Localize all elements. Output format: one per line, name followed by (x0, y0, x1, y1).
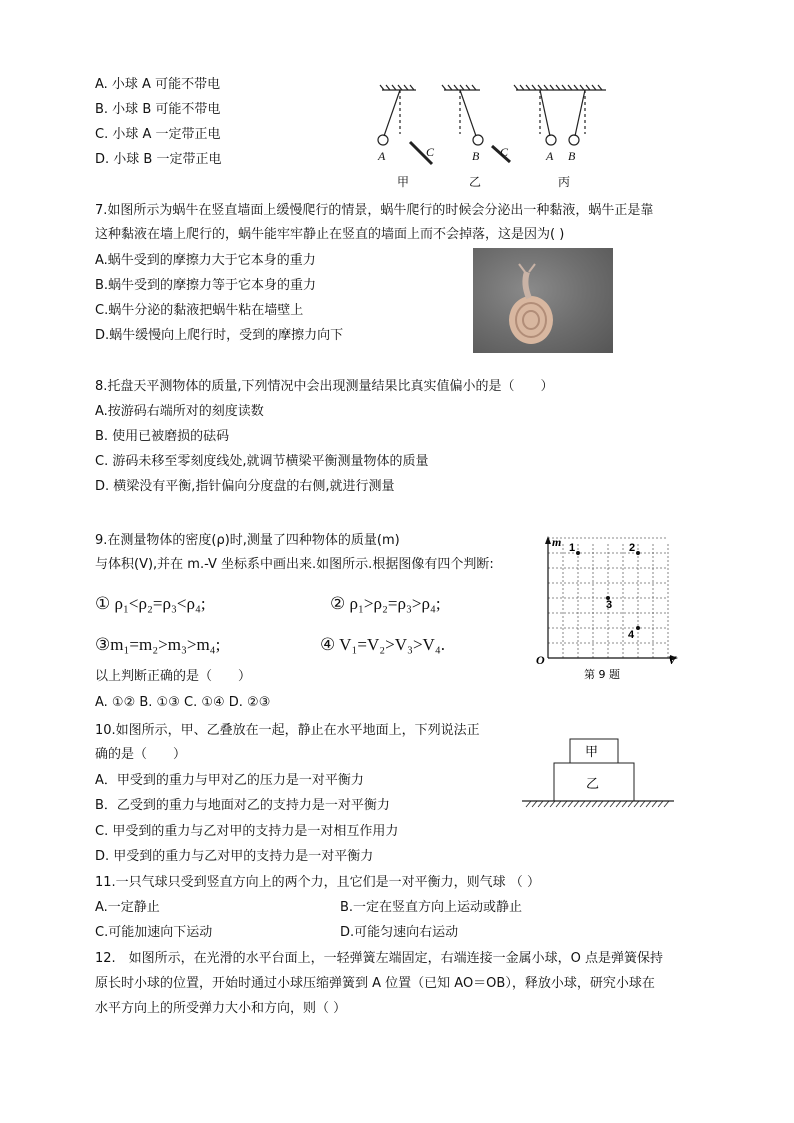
q8-option-c: C. 游码未移至零刻度线处,就调节横梁平衡测量物体的质量 (95, 454, 429, 469)
data-point-1 (576, 551, 580, 555)
q6-label-b3: B (568, 149, 576, 163)
q6-label-c1: C (426, 145, 435, 159)
q8-option-a: A.按游码右端所对的刻度读数 (95, 404, 264, 419)
data-point-2 (636, 551, 640, 555)
data-point-label-3: 3 (606, 599, 613, 611)
origin-label: O (536, 653, 545, 667)
q6-figure (370, 84, 630, 194)
q9-caption: 第 9 题 (584, 668, 620, 681)
data-point-label-4: 4 (628, 629, 635, 641)
q9-judgment-4: ④ V₁=V₂>V₃>V₄. (320, 635, 446, 654)
q7-stem-2: 这种黏液在墙上爬行的，蜗牛能牢牢静止在竖直的墙面上而不会掉落，这是因为( ) (95, 227, 565, 242)
q6-caption-bing: 丙 (558, 175, 571, 189)
q8-option-d: D. 横梁没有平衡,指针偏向分度盘的右侧,就进行测量 (95, 479, 395, 494)
q6-label-c2: C (500, 145, 509, 159)
q12-stem-2: 原长时小球的位置，开始时通过小球压缩弹簧到 A 位置（已知 AO＝OB），释放小球，研究小球在 (95, 976, 655, 991)
q10-stem-2: 确的是（ ） (95, 747, 187, 762)
q9-choices: A. ①② B. ①③ C. ①④ D. ②③ (95, 695, 271, 710)
q9-graph (532, 534, 682, 684)
q10-figure (522, 738, 677, 813)
q10-stem-1: 10.如图所示，甲、乙叠放在一起，静止在水平地面上，下列说法正 (95, 723, 480, 738)
q10-option-b: B．乙受到的重力与地面对乙的支持力是一对平衡力 (95, 798, 390, 813)
data-point-label-1: 1 (569, 542, 576, 554)
q9-judgment-2: ② ρ₁>ρ₂=ρ₃>ρ₄; (330, 594, 441, 613)
q12-stem-1: 12. 如图所示，在光滑的水平台面上，一轻弹簧左端固定，右端连接一金属小球，O 点是弹簧保持 (95, 951, 664, 966)
q6-caption-jia: 甲 (397, 175, 410, 189)
q10-option-c: C. 甲受到的重力与乙对甲的支持力是一对相互作用力 (95, 824, 399, 839)
q8-option-b: B. 使用已被磨损的砝码 (95, 429, 230, 444)
q7-stem-1: 7.如图所示为蜗牛在竖直墙面上缓慢爬行的情景，蜗牛爬行的时候会分泌出一种黏液，蜗牛正是靠 (95, 203, 654, 218)
q11-option-b: B.一定在竖直方向上运动或静止 (340, 900, 523, 915)
q9-ask: 以上判断正确的是（ ） (95, 669, 252, 684)
data-point-4 (636, 626, 640, 630)
q10-option-d: D. 甲受到的重力与乙对甲的支持力是一对平衡力 (95, 849, 374, 864)
q6-option-a: A. 小球 A 可能不带电 (95, 77, 221, 92)
q9-judgment-3: ③m₁=m₂>m₃>m₄; (95, 635, 221, 654)
q6-option-d: D. 小球 B 一定带正电 (95, 152, 222, 167)
ground-hatch (526, 801, 669, 807)
q6-label-b2: B (472, 149, 480, 163)
block-yi-label: 乙 (586, 777, 600, 792)
y-axis-label: m (552, 535, 562, 549)
q10-option-a: A．甲受到的重力与甲对乙的压力是一对平衡力 (95, 773, 364, 788)
q6-label-a1: A (378, 149, 386, 163)
q8-stem: 8.托盘天平测物体的质量,下列情况中会出现测量结果比真实值偏小的是（ ） (95, 379, 554, 394)
q9-judgment-1: ① ρ₁<ρ₂=ρ₃<ρ₄; (95, 594, 206, 613)
q6-caption-yi: 乙 (469, 175, 482, 189)
q9-stem-1: 9.在测量物体的密度(ρ)时,测量了四种物体的质量(m) (95, 533, 400, 548)
q7-option-b: B.蜗牛受到的摩擦力等于它本身的重力 (95, 278, 317, 293)
snail-photo (473, 248, 613, 353)
q7-option-c: C.蜗牛分泌的黏液把蜗牛粘在墙壁上 (95, 303, 304, 318)
q9-stem-2: 与体积(V),并在 m.-V 坐标系中画出来.如图所示.根据图像有四个判断: (95, 557, 494, 572)
block-jia-label: 甲 (585, 745, 599, 760)
q7-option-d: D.蜗牛缓慢向上爬行时，受到的摩擦力向下 (95, 328, 344, 343)
q11-option-d: D.可能匀速向右运动 (340, 925, 459, 940)
q11-option-a: A.一定静止 (95, 900, 160, 915)
q6-label-a3: A (546, 149, 554, 163)
data-point-label-2: 2 (629, 542, 636, 554)
q6-option-b: B. 小球 B 可能不带电 (95, 102, 221, 117)
q12-stem-3: 水平方向上的所受弹力大小和方向，则（ ） (95, 1001, 347, 1016)
q7-option-a: A.蜗牛受到的摩擦力大于它本身的重力 (95, 253, 316, 268)
q11-option-c: C.可能加速向下运动 (95, 925, 213, 940)
q11-stem: 11.一只气球只受到竖直方向上的两个力，且它们是一对平衡力，则气球 （ ） (95, 875, 540, 890)
y-axis-arrow (545, 536, 551, 544)
q6-option-c: C. 小球 A 一定带正电 (95, 127, 221, 142)
x-axis-label: V (668, 653, 677, 667)
